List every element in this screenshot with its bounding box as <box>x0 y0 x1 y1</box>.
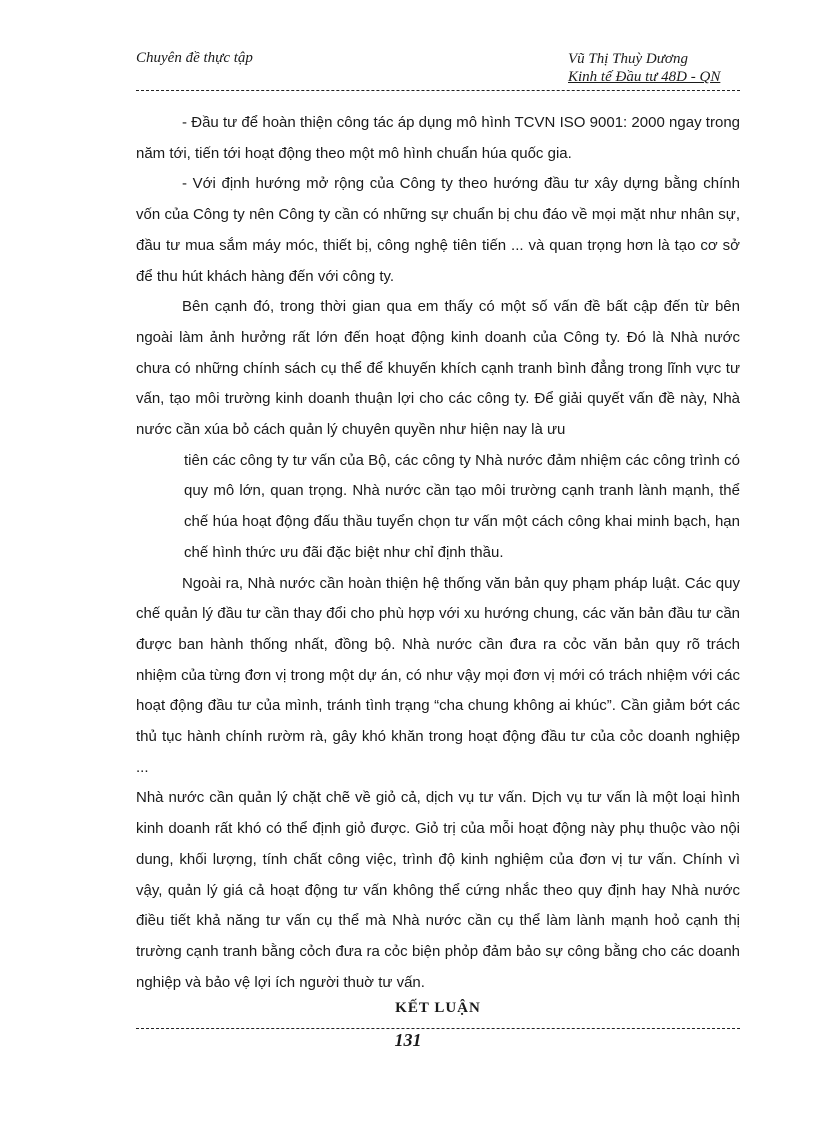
paragraph-expansion: - Với định hướng mở rộng của Công ty theo hướng đầu tư xây dựng bằng chính vốn của Công ty nên Công ty cần có những sự chuẩn bị chu đáo về mọi mặt như nhân sự, đầu tư mua sắm máy móc, thiết bị, công nghệ tiên tiến ... và quan trọng hơn là tạo cơ sở để thu hút khách hàng đến với công ty. <box>136 175 740 285</box>
header-right-author <box>568 50 720 86</box>
paragraph-external-issues: Bên cạnh đó, trong thời gian qua em thấy có một số vấn đề bất cập đến từ bên ngoài làm ảnh hưởng rất lớn đến hoạt động kinh doanh của Công ty. Đó là Nhà nước chưa có những chính sách cụ thể để khuyến khích cạnh tranh bình đẳng trong lĩnh vực tư vấn, tạo môi trường kinh doanh thuận lợi cho các công ty. Để giải quyết vấn đề này, Nhà nước cần xúa bỏ cách quản lý chuyên quyền như hiện nay là ưu <box>136 298 740 439</box>
page-number: 131 <box>394 1030 422 1050</box>
header-author-name: Vũ Thị Thuỳ Dương <box>568 51 688 67</box>
section-heading-conclusion: KẾT LUẬN <box>395 1000 481 1017</box>
footer-divider <box>136 1028 740 1029</box>
document-body <box>136 108 740 1017</box>
header-author-class: Kinh tế Đầu tư 48D - QN <box>568 69 721 85</box>
paragraph-competition: tiên các công ty tư vấn của Bộ, các công ty Nhà nước đảm nhiệm các công trình có quy mô lớn, quan trọng. Nhà nước cần tạo môi trường cạnh tranh lành mạnh, thể chế húa hoạt động đấu thầu tuyển chọn tư vấn một cách công khai minh bạch, hạn chế hình thức ưu đãi đặc biệt như chỉ định thầu. <box>184 451 740 561</box>
header-divider <box>136 90 740 91</box>
paragraph-legal-system: Ngoài ra, Nhà nước cần hoàn thiện hệ thống văn bản quy phạm pháp luật. Các quy chế quản lý đầu tư cần thay đổi cho phù hợp với xu hướng chung, các văn bản đầu tư cần được ban hành thống nhất, đồng bộ. Nhà nước cần đưa ra cỏc văn bản quy rõ trách nhiệm của từng đơn vị trong một dự án, có như vậy mọi đơn vị mới có trách nhiệm với các hoạt động đầu tư của mình, tránh tình trạng “cha chung không ai khúc”. Cần giảm bớt các thủ tục hành chính rườm rà, gây khó khăn trong hoạt động đầu tư của cỏc doanh nghiệp ... <box>136 574 740 776</box>
header-left-title: Chuyên đề thực tập <box>136 50 253 66</box>
paragraph-pricing: Nhà nước cần quản lý chặt chẽ về giỏ cả, dịch vụ tư vấn. Dịch vụ tư vấn là một loại hình kinh doanh rất khó có thể định giỏ được. Giỏ trị của mỗi hoạt động này phụ thuộc vào nội dung, khối lượng, tính chất công việc, trình độ kinh nghiệm của đơn vị tư vấn. Chính vì vậy, quản lý giá cả hoạt động tư vấn không thể cứng nhắc theo quy định hay Nhà nước điều tiết khả năng tư vấn cụ thể mà Nhà nước cần cụ thể làm lành mạnh hoỏ cạnh thị trường cạnh tranh bằng cỏch đưa ra cỏc biện phỏp đảm bảo sự công bằng cho các doanh nghiệp và bảo vệ lợi ích người thuờ tư vấn. <box>136 789 740 991</box>
paragraph-iso: - Đầu tư để hoàn thiện công tác áp dụng mô hình TCVN ISO 9001: 2000 ngay trong năm tới, tiến tới hoạt động theo một mô hình chuẩn húa quốc gia. <box>136 114 740 162</box>
